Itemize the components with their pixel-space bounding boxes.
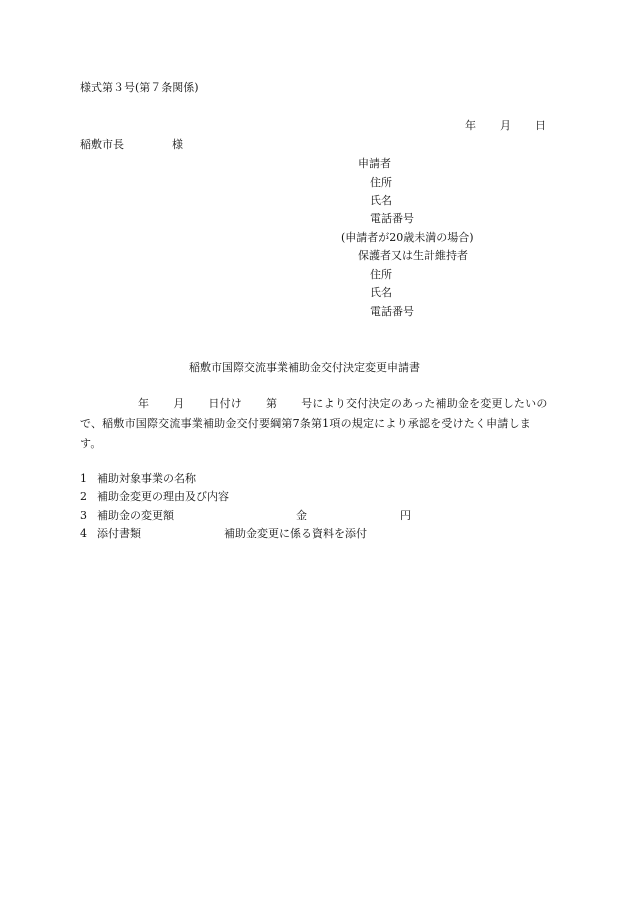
body-text-line1: 号により交付決定のあった補助金を変更したい — [301, 397, 537, 410]
date-month: 月 — [500, 119, 511, 132]
item-row — [80, 491, 229, 502]
amount-prefix: 金 — [296, 509, 307, 522]
item-number: 1 — [80, 472, 87, 485]
guardian-name-label: 氏名 — [370, 286, 392, 299]
addressee-name: 稲敷市長 — [80, 138, 124, 151]
item-row — [80, 473, 196, 484]
date-line — [465, 120, 546, 131]
body-text-rest: ので、稲敷市国際交流事業補助金交付要綱第7条第1項の規定により承認を受けたく申請します。 — [80, 397, 548, 450]
item-number: 3 — [80, 509, 87, 522]
form-number: 様式第３号(第７条関係) — [80, 81, 199, 94]
addressee-honorific: 様 — [172, 138, 183, 151]
item-label: 補助金変更の理由及び内容 — [97, 490, 229, 503]
item-label: 補助対象事業の名称 — [97, 472, 196, 485]
guardian-phone-label: 電話番号 — [370, 305, 414, 318]
applicant-address-label: 住所 — [370, 176, 392, 189]
attachment-value: 補助金変更に係る資料を添付 — [224, 527, 367, 540]
document-title: 稲敷市国際交流事業補助金交付決定変更申請書 — [189, 361, 420, 374]
addressee — [80, 139, 183, 150]
item-row — [80, 528, 141, 539]
guardian-condition: (申請者が20歳未満の場合) — [341, 231, 474, 244]
date-year: 年 — [465, 119, 476, 132]
body-paragraph — [80, 394, 550, 454]
body-day-dated: 日付け — [208, 397, 243, 410]
item-label: 補助金の変更額 — [97, 509, 174, 522]
guardian-label: 保護者又は生計維持者 — [358, 249, 468, 262]
applicant-label: 申請者 — [358, 157, 391, 170]
body-month: 月 — [173, 397, 185, 410]
item-row — [80, 510, 174, 521]
date-day: 日 — [535, 119, 546, 132]
body-dai: 第 — [266, 397, 278, 410]
item-number: 4 — [80, 527, 87, 540]
applicant-phone-label: 電話番号 — [370, 212, 414, 225]
applicant-name-label: 氏名 — [370, 194, 392, 207]
item-number: 2 — [80, 490, 87, 503]
guardian-address-label: 住所 — [370, 268, 392, 281]
item-label: 添付書類 — [97, 527, 141, 540]
body-year: 年 — [138, 397, 150, 410]
amount-suffix: 円 — [400, 509, 411, 522]
